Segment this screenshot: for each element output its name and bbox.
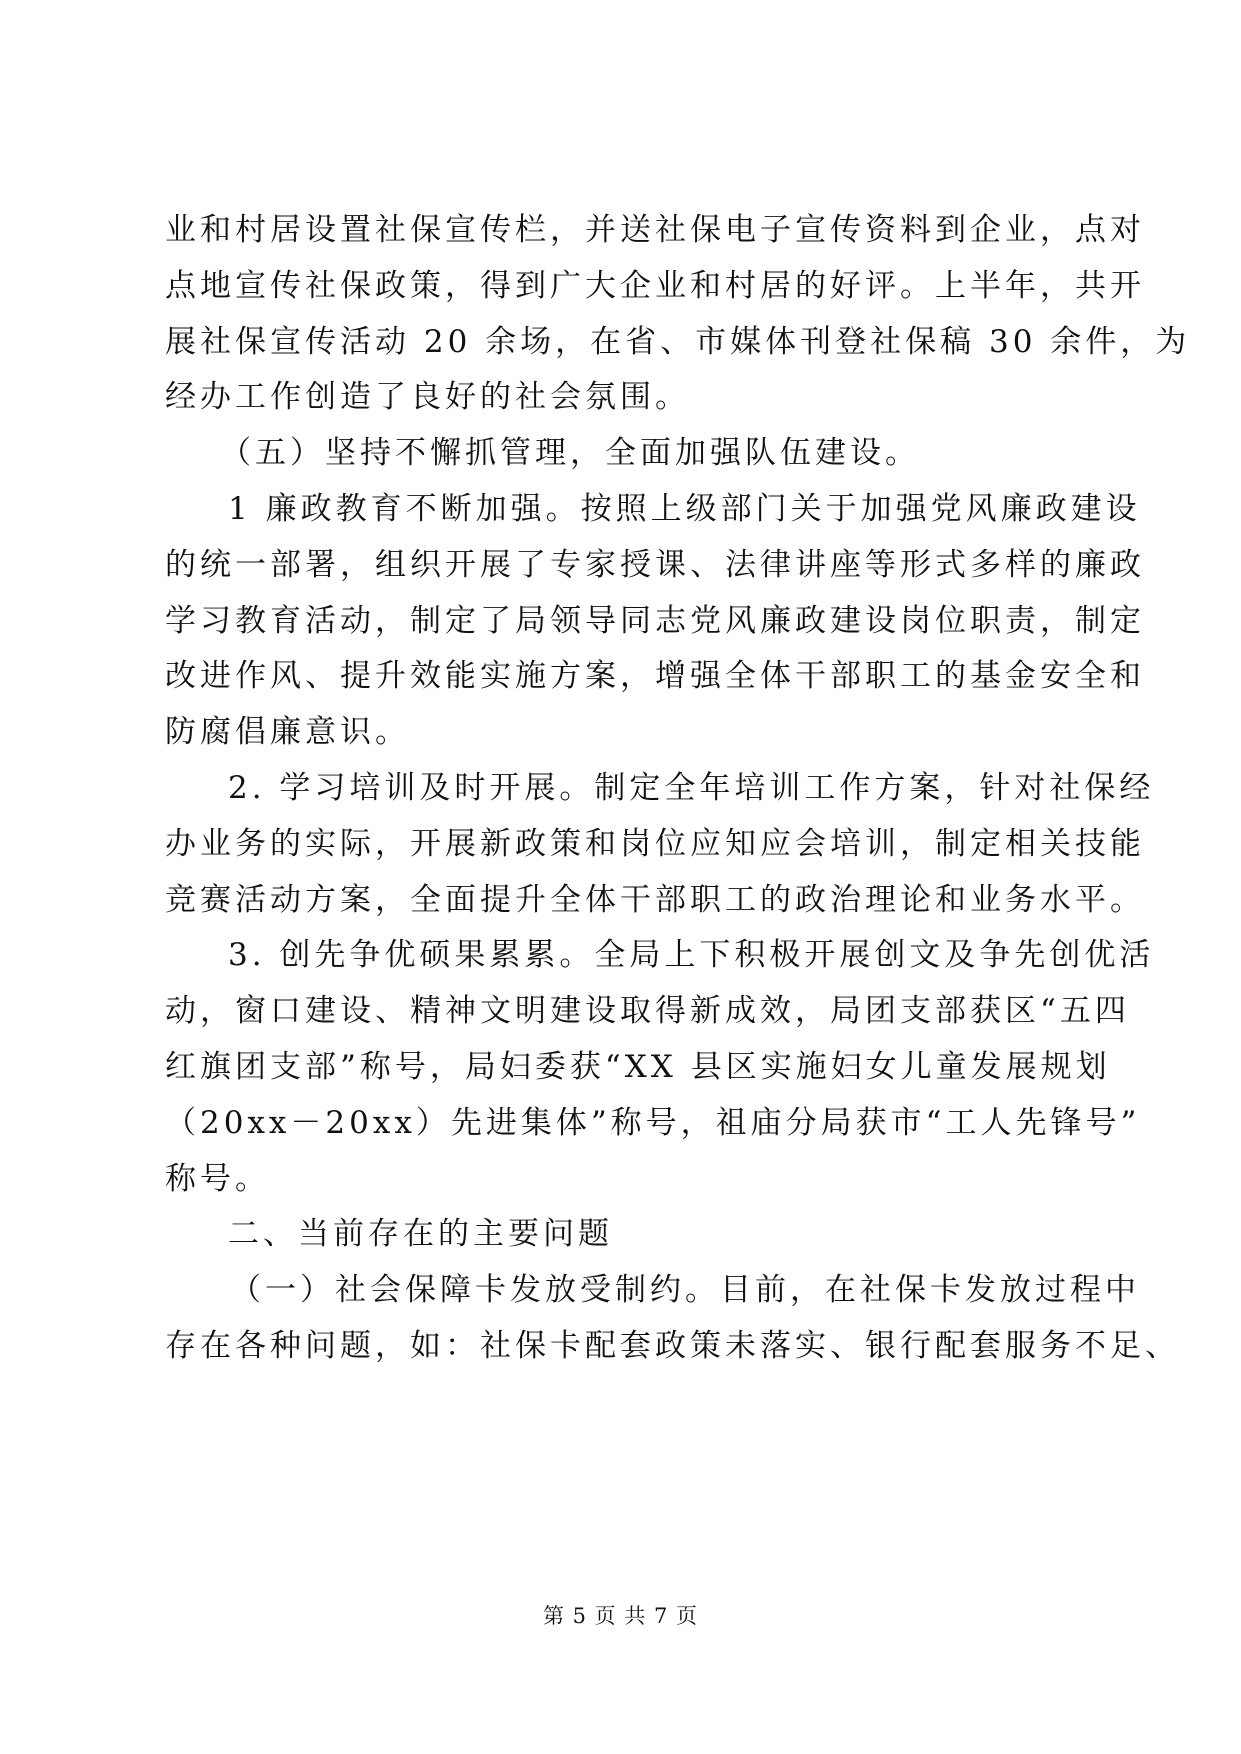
- text-line: 存在各种问题，如：社保卡配套政策未落实、银行配套服务不足、: [165, 1328, 1180, 1364]
- text-line: 竞赛活动方案，全面提升全体干部职工的政治理论和业务水平。: [165, 882, 1145, 918]
- text-line: 经办工作创造了良好的社会氛围。: [165, 379, 690, 415]
- text-line: 防腐倡廉意识。: [165, 714, 410, 750]
- text-line: 的统一部署，组织开展了专家授课、法律讲座等形式多样的廉政: [165, 547, 1145, 583]
- text-line: 3. 创先争优硕果累累。全局上下积极开展创文及争先创优活: [228, 937, 1155, 973]
- text-line: 改进作风、提升效能实施方案，增强全体干部职工的基金安全和: [165, 658, 1145, 694]
- text-line: 2. 学习培训及时开展。制定全年培训工作方案，针对社保经: [228, 770, 1155, 806]
- section-heading: （五）坚持不懈抓管理，全面加强队伍建设。: [220, 435, 920, 471]
- text-line: 学习教育活动，制定了局领导同志党风廉政建设岗位职责，制定: [165, 603, 1145, 639]
- page-footer: 第 5 页 共 7 页: [542, 1604, 699, 1628]
- text-line: 红旗团支部”称号，局妇委获“XX 县区实施妇女儿童发展规划: [165, 1049, 1111, 1085]
- text-line: 动，窗口建设、精神文明建设取得新成效，局团支部获区“五四: [165, 993, 1130, 1029]
- text-line: （一）社会保障卡发放受制约。目前，在社保卡发放过程中: [230, 1272, 1140, 1308]
- text-line: 办业务的实际，开展新政策和岗位应知应会培训，制定相关技能: [165, 826, 1145, 862]
- text-line: 业和村居设置社保宣传栏，并送社保电子宣传资料到企业，点对: [165, 212, 1145, 248]
- text-line: 1 廉政教育不断加强。按照上级部门关于加强党风廉政建设: [228, 491, 1141, 527]
- text-line: 展社保宣传活动 20 余场，在省、市媒体刊登社保稿 30 余件，为: [165, 324, 1191, 360]
- text-line: 点地宣传社保政策，得到广大企业和村居的好评。上半年，共开: [165, 268, 1145, 304]
- section-heading: 二、当前存在的主要问题: [228, 1216, 613, 1252]
- text-line: 称号。: [165, 1161, 270, 1197]
- text-line: （20xx－20xx）先进集体”称号，祖庙分局获市“工人先锋号”: [165, 1105, 1141, 1141]
